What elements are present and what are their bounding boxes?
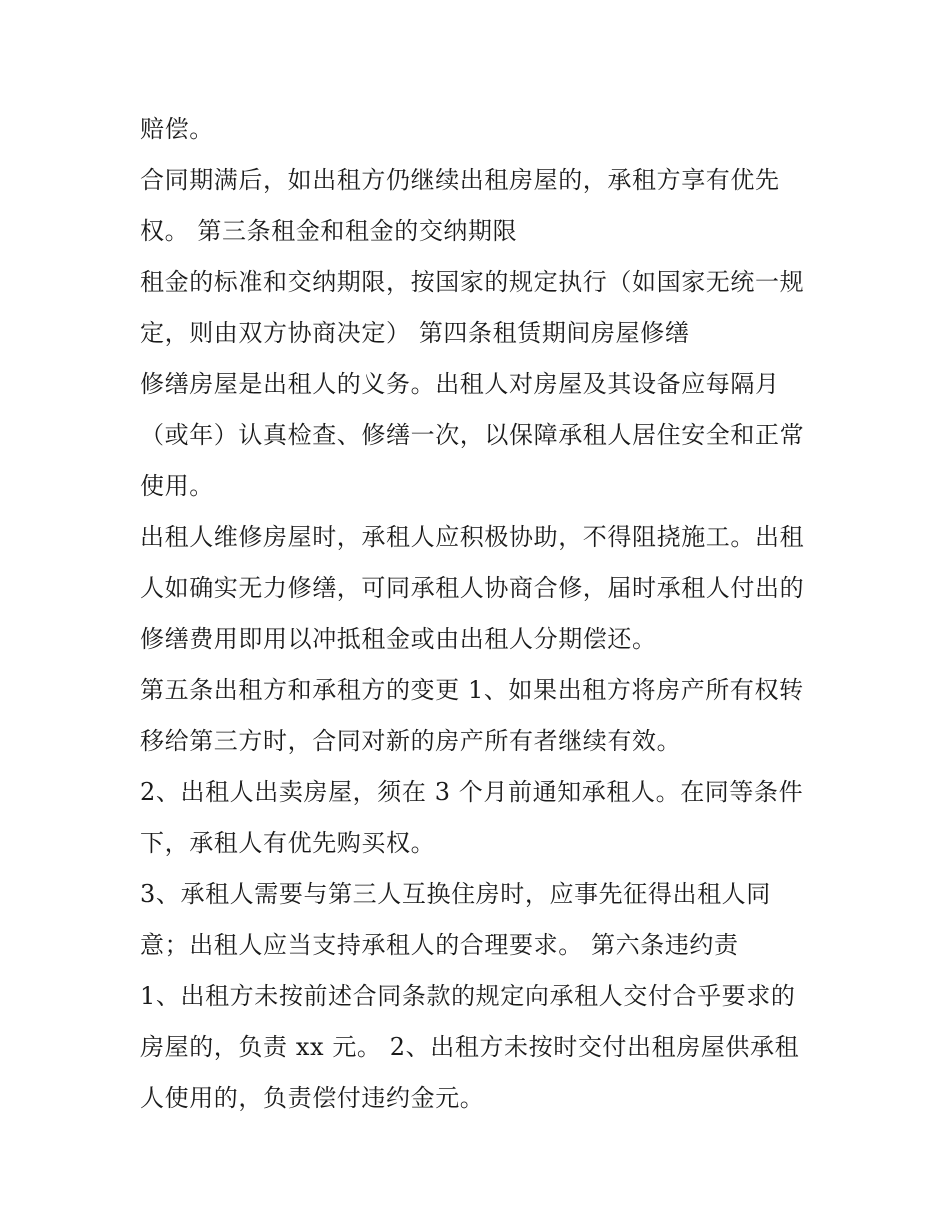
text-line: （或年）认真检查、修缮一次，以保障承租人居住安全和正常 [140, 421, 805, 449]
text-line: 第五条出租方和承租方的变更 1、如果出租方将房产所有权转 [140, 676, 804, 704]
text-line: 租金的标准和交纳期限，按国家的规定执行（如国家无统一规 [140, 268, 805, 296]
text-line: 房屋的，负责 xx 元。 2、出租方未按时交付出租房屋供承租 [140, 1033, 800, 1061]
text-line: 合同期满后，如出租方仍继续出租房屋的，承租方享有优先 [140, 166, 780, 194]
contract-text [140, 104, 830, 1124]
text-line: 意；出租人应当支持承租人的合理要求。 第六条违约责 [140, 931, 739, 959]
text-line: 赔偿。 [140, 115, 214, 143]
text-line: 修缮费用即用以冲抵租金或由出租人分期偿还。 [140, 625, 657, 653]
text-line: 使用。 [140, 472, 214, 500]
text-line: 权。 第三条租金和租金的交纳期限 [140, 217, 518, 245]
text-line: 定，则由双方协商决定） 第四条租赁期间房屋修缮 [140, 319, 690, 347]
text-line: 移给第三方时，合同对新的房产所有者继续有效。 [140, 727, 682, 755]
text-line: 人使用的，负责偿付违约金元。 [140, 1084, 485, 1112]
text-line: 人如确实无力修缮，可同承租人协商合修，届时承租人付出的 [140, 574, 805, 602]
text-line: 修缮房屋是出租人的义务。出租人对房屋及其设备应每隔月 [140, 370, 780, 398]
text-line: 下，承租人有优先购买权。 [140, 829, 436, 857]
text-line: 3、承租人需要与第三人互换住房时，应事先征得出租人同 [140, 880, 771, 908]
text-line: 出租人维修房屋时，承租人应积极协助，不得阻挠施工。出租 [140, 523, 805, 551]
text-line: 2、出租人出卖房屋，须在 3 个月前通知承租人。在同等条件 [140, 778, 804, 806]
text-line: 1、出租方未按前述合同条款的规定向承租人交付合乎要求的 [140, 982, 796, 1010]
